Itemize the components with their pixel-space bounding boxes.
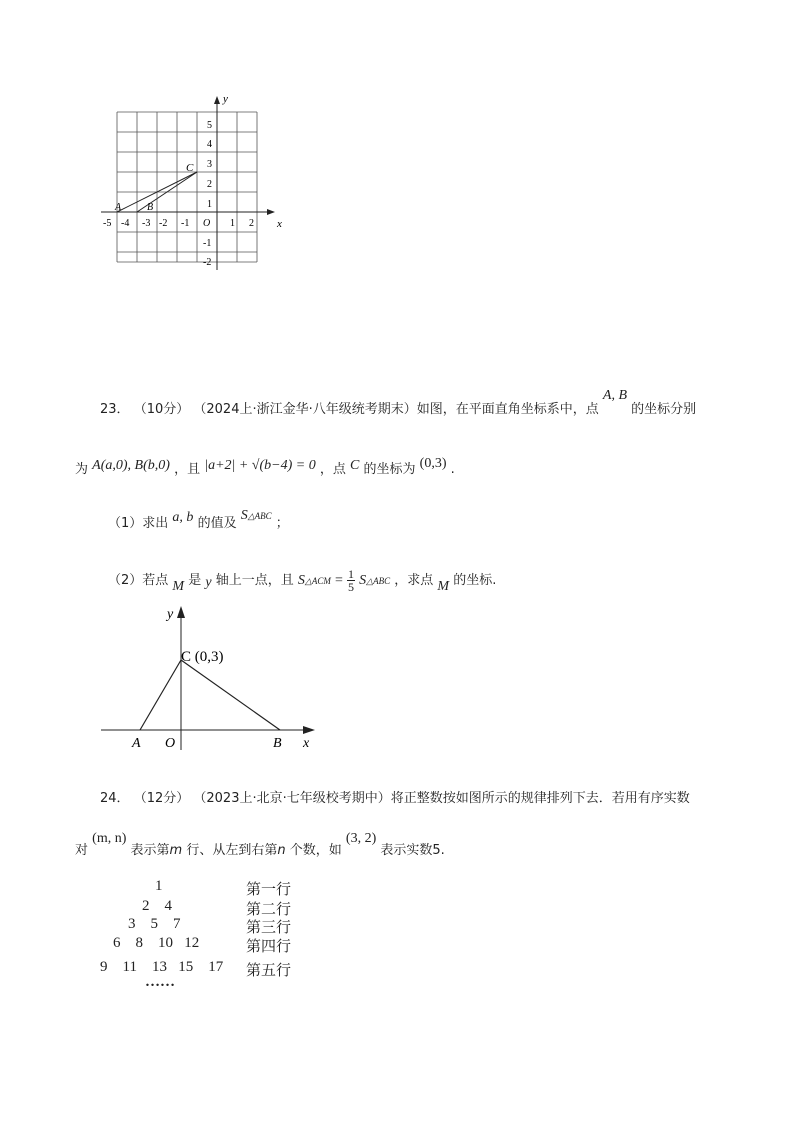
segment-bc [181,660,280,730]
x-tick-label: -2 [159,218,168,229]
x-axis-label: x [277,218,282,230]
question-text: 对 [75,843,89,858]
y-axis-arrow-icon [177,606,185,618]
triangle-abc-figure [95,600,325,755]
question-text: 行、从左到右第 [186,843,278,858]
part-label: （2）若点 [108,573,169,588]
row-label: 第三行 [246,920,292,936]
area-abc: S△ABC [359,573,391,588]
point-m: M [172,579,185,594]
y-tick-label: -1 [203,238,212,249]
x-tick-label: 2 [249,218,254,229]
x-tick-label: -4 [121,218,130,229]
question-text: 表示第 [130,843,170,858]
var-m: m [169,843,183,858]
pair-mn: (m, n) [92,831,127,846]
question-text: 个数，如 [289,843,342,858]
question-source: （2024上·浙江金华·八年级统考期末） [193,402,417,417]
question-score: （10分） [133,402,190,417]
q23-line1 [100,388,697,418]
question-text: 的坐标. [453,573,497,588]
question-text: ，点 [319,462,346,477]
grid-lines [117,112,257,262]
question-number: 24． [100,791,130,806]
question-text: 如图，在平面直角坐标系中，点 [416,402,599,417]
point-c-label: C [186,162,194,174]
q23-part2 [108,568,496,593]
y-axis-label: y [167,607,174,622]
axis-y: y [205,575,212,590]
point-a-label: A [115,202,122,213]
triangle-row: 3 5 7 [128,916,181,932]
question-text: 的坐标分别 [631,402,697,417]
x-tick-label: 1 [230,218,235,229]
x-axis-arrow-icon [267,209,275,215]
y-tick-label: -2 [203,257,212,268]
question-text: 将正整数按如图所示的规律排列下去．若用有序实数 [390,791,690,806]
coordinate-grid-figure [95,90,295,275]
question-text: 为 [75,462,89,477]
question-text: 的值及 [197,516,237,531]
y-tick-label: 3 [207,159,212,170]
triangle-row: 6 8 10 12 [113,935,200,951]
question-text: 的坐标为 [363,462,416,477]
coords-ab: A(a,0), B(b,0) [92,458,170,473]
question-text: ，且 [174,462,201,477]
y-tick-label: 1 [207,199,212,210]
points-ab: A, B [602,388,627,403]
q24-line1 [100,791,690,807]
y-axis-label: y [223,93,228,105]
q23-part1 [108,508,289,532]
area-acm: S△ACM [297,573,331,588]
row-label: 第五行 [246,963,292,979]
question-source: （2023上·北京·七年级校考期中） [193,791,391,806]
question-text: ，求点 [394,573,434,588]
origin-label: O [203,218,211,229]
point-m: M [437,579,450,594]
row-label: 第二行 [246,902,292,918]
triangle-row: 1 [155,878,163,894]
segment-ac [140,660,181,730]
ellipsis: …… [145,974,175,990]
point-b-label: B [147,202,154,213]
point-c-label: C (0,3) [181,649,224,665]
question-text: ； [275,516,289,531]
question-text: 轴上一点，且 [215,573,294,588]
x-tick-label: -1 [181,218,190,229]
question-number: 23． [100,402,130,417]
vars-ab: a, b [172,510,194,525]
y-tick-label: 4 [207,139,212,150]
coord-c: (0,3) [419,456,447,471]
x-axis-arrow-icon [303,726,315,734]
part-label: （1）求出 [108,516,169,531]
question-text: 表示实数5. [380,843,445,858]
question-text: 是 [188,573,202,588]
q23-line2 [75,456,455,478]
x-tick-label: -3 [142,218,151,229]
question-text: . [450,462,455,477]
origin-label: O [165,736,176,751]
var-n: n [277,843,286,858]
y-tick-label: 5 [207,120,212,131]
pair-32: (3, 2) [345,831,377,846]
row-label: 第一行 [246,882,292,898]
fraction-one-fifth: $\frac{1}{5}$ [348,567,355,594]
point-c: C [350,458,360,473]
point-a-label: A [132,736,141,751]
x-tick-label: -5 [103,218,112,229]
triangle-row: 9 11 13 15 17 [100,959,224,975]
triangle-row: 2 4 [142,898,172,914]
question-score: （12分） [133,791,190,806]
x-axis-label: x [303,736,310,751]
point-b-label: B [273,736,282,751]
condition-equation: |a+2| + √(b−4) = 0 [204,458,316,473]
y-axis-arrow-icon [214,96,220,104]
q24-line2 [75,831,445,859]
row-label: 第四行 [246,939,292,955]
y-tick-label: 2 [207,179,212,190]
equals-sign: = [334,573,343,588]
area-abc: S△ABC [240,508,272,523]
